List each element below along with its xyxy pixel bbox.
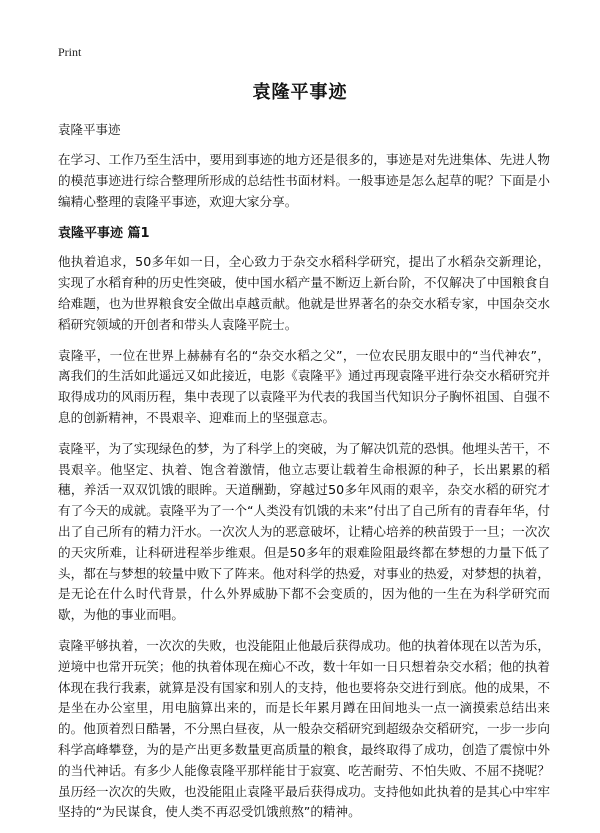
document-body: [58, 150, 550, 833]
intro-paragraph: 在学习、工作乃至生活中，要用到事迹的地方还是很多的，事迹是对先进集体、先进人物的模范事迹进行综合整理所形成的总结性书面材料。一般事迹是怎么起草的呢？下面是小编精心整理的袁隆平事迹，欢迎大家分享。: [58, 152, 550, 209]
section-heading: 袁隆平事迹 篇1: [58, 226, 150, 242]
page-title: 袁隆平事迹: [252, 82, 348, 103]
print-link[interactable]: Print: [58, 45, 82, 59]
body-paragraph-2: 袁隆平，一位在世界上赫赫有名的“杂交水稻之父”，一位农民朋友眼中的“当代神农”，离我们的生活如此遥远又如此接近，电影《袁隆平》通过再现袁隆平进行杂交水稻研究并取得成功的风雨历程，集中表现了以袁隆平为代表的我国当代知识分子胸怀祖国、自强不息的创新精神，不畏艰辛、迎难而上的坚强意志。: [58, 347, 550, 425]
body-paragraph-3: 袁隆平，为了实现绿色的梦，为了科学上的突破，为了解决饥荒的恐惧。他埋头苦干，不畏艰辛。他坚定、执着、饱含着激情，他立志要让载着生命根源的种子，长出累累的稻穗，养活一双双饥饿的眼眸。天道酬勤，穿越过50多年风雨的艰辛，杂交水稻的研究才有了今天的成就。袁隆平为了一个“人类没有饥饿的未来”付出了自己所有的青春年华，付出了自己所有的精力汗水。一次次人为的恶意破坏，让精心培养的秧苗毁于一旦；一次次的天灾所难，让科研进程举步维艰。但是50多年的艰难险阻最终都在梦想的力量下低了头，都在与梦想的较量中败下了阵来。他对科学的热爱，对事业的热爱，对梦想的执着，是无论在什么时代背景，什么外界威胁下都不会变质的，因为他的一生在为科学研究而歇，为他的事业而唱。: [58, 440, 550, 623]
document-subtitle: 袁隆平事迹: [58, 122, 121, 137]
body-paragraph-1: 他执着追求，50多年如一日，全心致力于杂交水稻科学研究，提出了水稻杂交新理论，实现了水稻育种的历史性突破，使中国水稻产量不断迈上新台阶，不仅解决了中国粮食自给难题，也为世界粮食安全做出卓越贡献。他就是世界著名的杂交水稻专家，中国杂交水稻研究领域的开创者和带头人袁隆平院士。: [58, 254, 550, 332]
body-paragraph-4: 袁隆平够执着，一次次的失败，也没能阻止他最后获得成功。他的执着体现在以苦为乐，逆境中也常开玩笑；他的执着体现在痴心不改，数十年如一日只想着杂交水稻；他的执着体现在我行我素，就算是没有国家和别人的支持，他也要将杂交进行到底。他的成果，不是坐在办公室里，用电脑算出来的，而是长年累月蹲在田间地头一点一滴摸索总结出来的。他顶着烈日酷暑，不分黑白昼夜，从一般杂交稻研究到超级杂交稻研究，一步一步向科学高峰攀登，为的是产出更多数量更高质量的粮食，最终取得了成功，创造了震惊中外的当代神话。有多少人能像袁隆平那样能甘于寂寞、吃苦耐劳、不怕失败、不屈不挠呢？虽历经一次次的失败，也没能阻止袁隆平最后获得成功。支持他如此执着的是其心中牢牢坚持的“为民谋食，使人类不再忍受饥饿煎熬”的精神。: [58, 637, 550, 820]
